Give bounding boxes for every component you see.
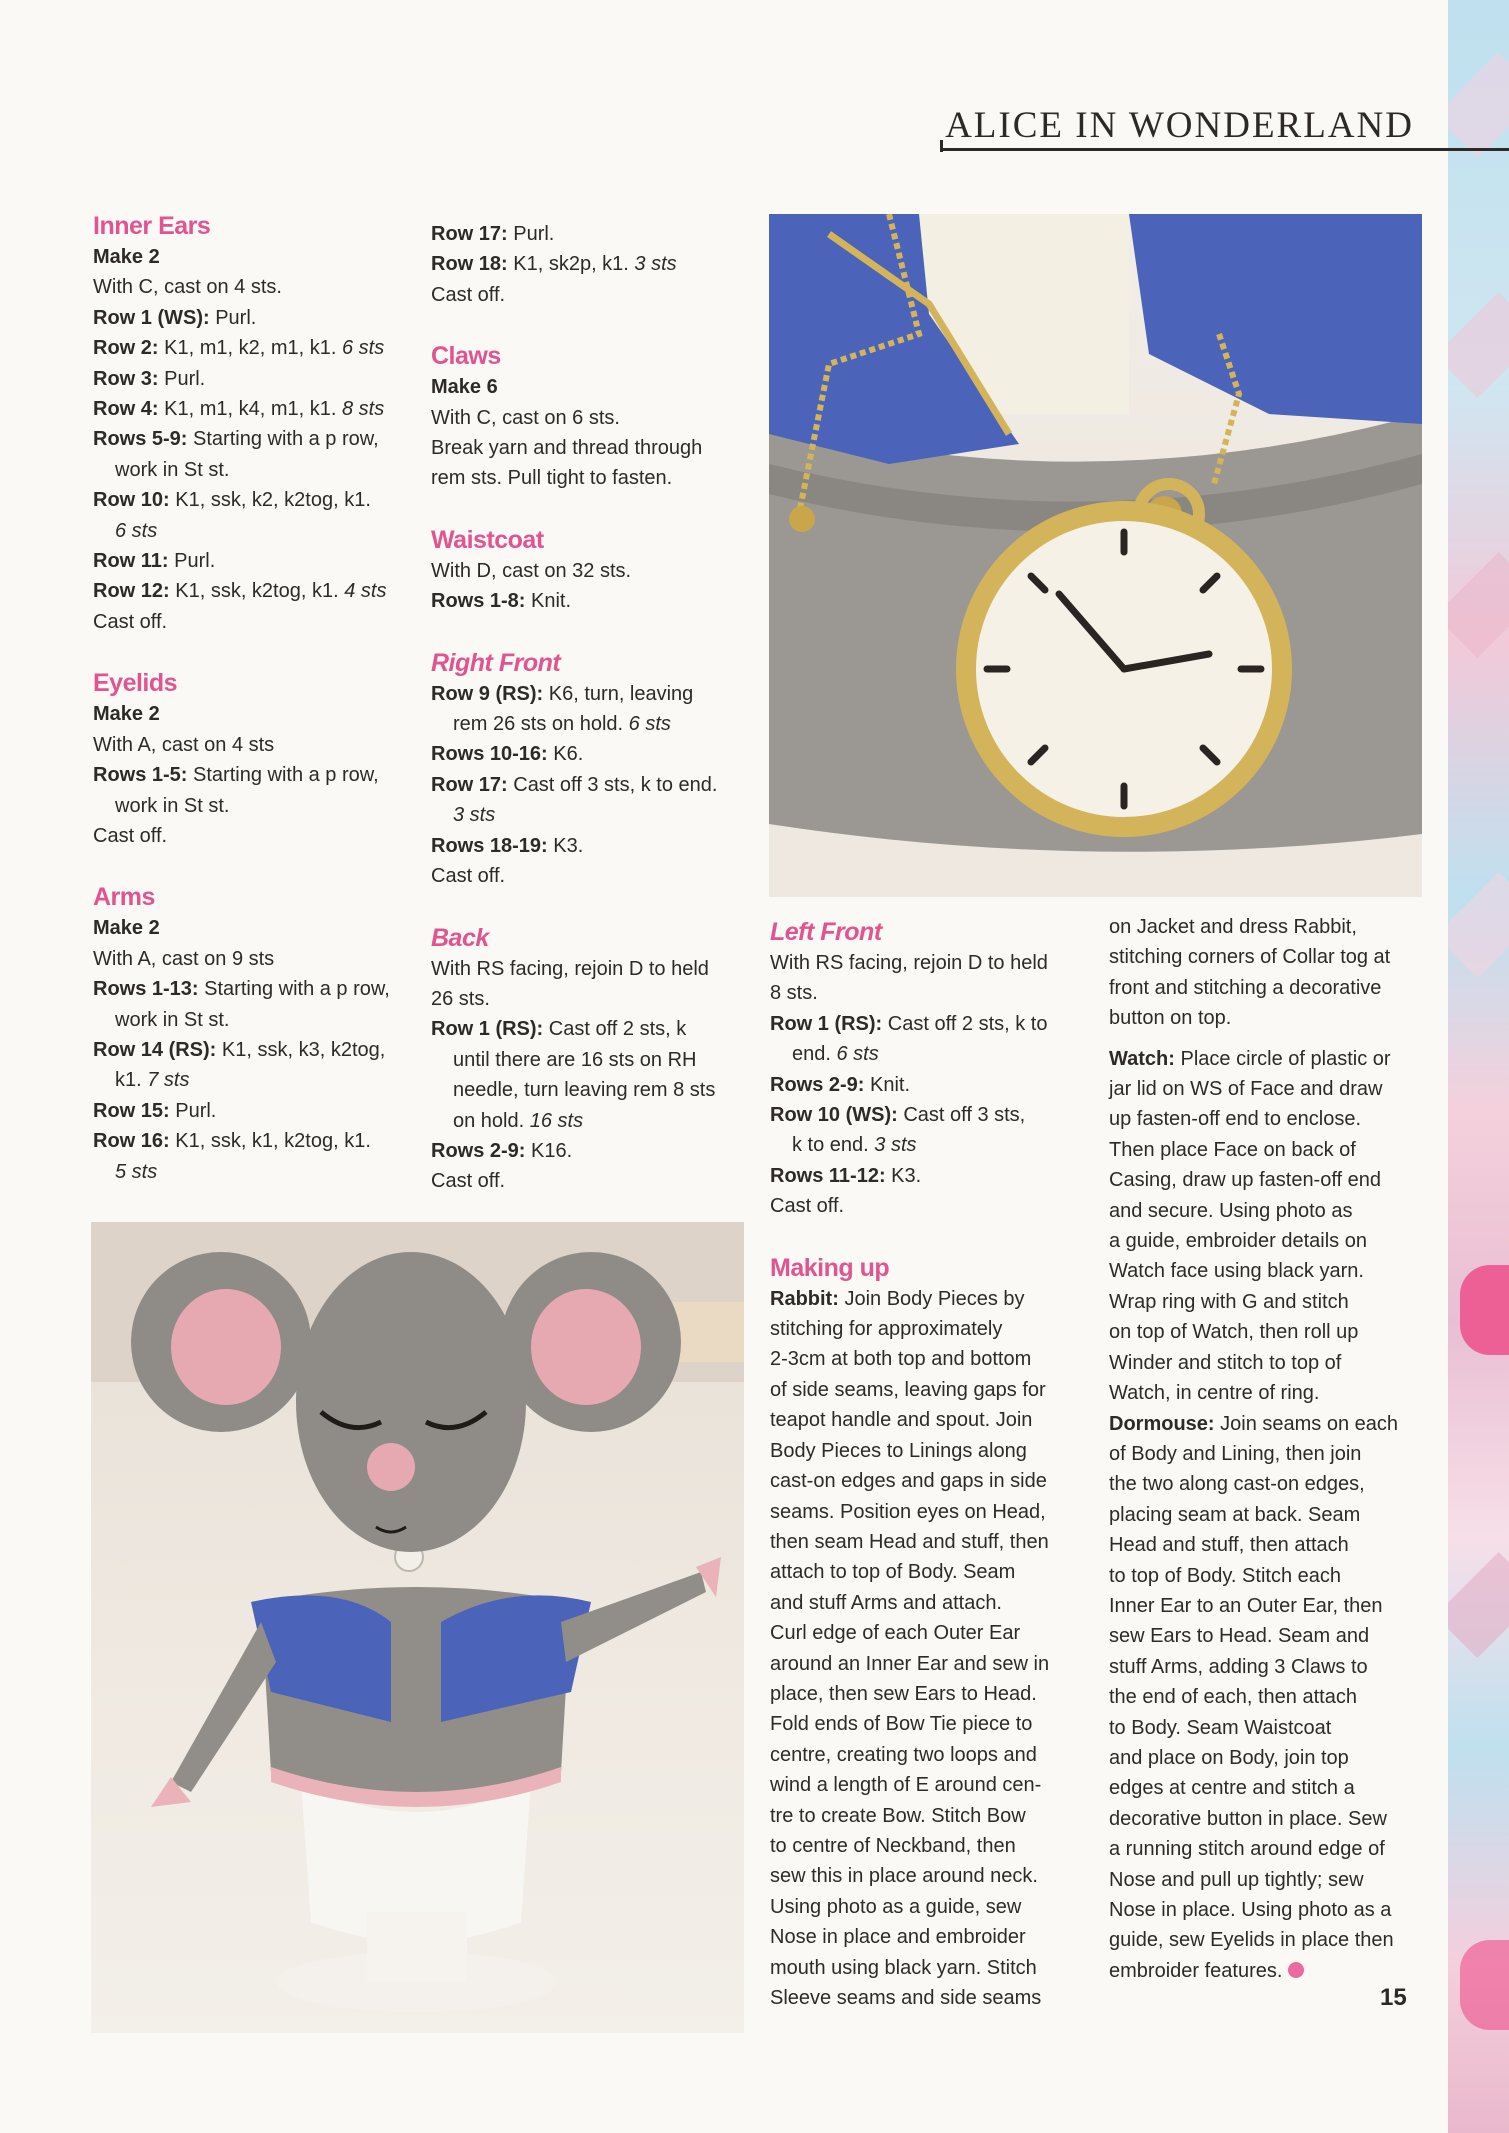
row-label: Row 17:: [431, 223, 508, 245]
row-text: K6.: [547, 743, 584, 766]
row-text: K16.: [525, 1139, 573, 1162]
make-count-label: Make 2: [93, 917, 160, 940]
row-text: work in St st.: [115, 458, 230, 481]
stitch-count: 3 sts: [453, 804, 496, 827]
body-line: a guide, embroider details on: [1109, 1230, 1367, 1253]
row-label: Rows 2-9:: [770, 1073, 865, 1096]
text-column-1: [93, 210, 423, 1187]
row-label: Row 9 (RS):: [431, 682, 544, 705]
instruction-continuation: [93, 516, 423, 546]
instruction-continuation: [431, 1075, 766, 1105]
body-line: [1109, 1956, 1439, 1986]
body-line: Winder and stitch to top of: [1109, 1351, 1342, 1374]
text-column-3: [770, 916, 1100, 2013]
diamond-pattern: [1448, 52, 1509, 158]
dormouse-egg-cosy-illustration: [91, 1222, 744, 2033]
body-line: With A, cast on 4 sts: [93, 733, 275, 756]
body-line: Cast off.: [93, 610, 168, 633]
row-label: Row 10 (WS):: [770, 1104, 898, 1127]
instruction-continuation: [770, 1039, 1100, 1069]
row-text: K1, m1, k2, m1, k1.: [158, 337, 342, 360]
row-label: Row 11:: [93, 550, 169, 573]
row-text: K1, ssk, k2tog, k1.: [169, 580, 345, 603]
row-text: K6, turn, leaving: [543, 682, 694, 705]
instruction-continuation: [93, 1157, 423, 1187]
row-text: Knit.: [525, 590, 572, 613]
instruction-continuation: [93, 791, 423, 821]
instruction-continuation: [431, 1106, 766, 1136]
instruction-row: [93, 760, 423, 790]
row-label: Rows 18-19:: [431, 834, 548, 857]
row-text: K1, ssk, k2, k2tog, k1.: [169, 489, 371, 512]
stitch-count: 6 sts: [341, 337, 385, 360]
row-label: Rows 1-13:: [93, 978, 199, 1001]
body-line: Cast off.: [93, 824, 168, 847]
body-line: stuff Arms, adding 3 Claws to: [1109, 1655, 1368, 1678]
section-heading: Waistcoat: [431, 525, 544, 554]
stitch-count: 3 sts: [634, 253, 677, 276]
instruction-row: [1109, 1409, 1439, 1439]
body-line: front and stitching a decorative: [1109, 976, 1382, 999]
instruction-row: [93, 364, 423, 394]
body-line: the end of each, then attach: [1109, 1686, 1357, 1709]
text-column-2: [431, 219, 766, 1197]
body-line: to Body. Seam Waistcoat: [1109, 1716, 1332, 1739]
instruction-continuation: [431, 800, 766, 830]
body-line: Nose and pull up tightly; sew: [1109, 1868, 1364, 1891]
row-text: work in St st.: [115, 794, 230, 817]
body-line: wind a length of E around cen-: [770, 1774, 1042, 1797]
instruction-row: [93, 1035, 423, 1065]
body-line: Using photo as a guide, sew: [770, 1895, 1022, 1918]
text-column-4: [1109, 912, 1439, 1986]
row-text: end.: [792, 1043, 837, 1066]
body-line: rem sts. Pull tight to fasten.: [431, 467, 673, 490]
body-line: a running stitch around edge of: [1109, 1838, 1385, 1861]
page-title: ALICE IN WONDERLAND: [945, 105, 1414, 146]
row-text: k1.: [115, 1069, 148, 1092]
instruction-continuation: [431, 709, 766, 739]
diamond-pattern: [1448, 1552, 1509, 1658]
row-label: Row 18:: [431, 253, 508, 276]
body-line: then seam Head and stuff, then: [770, 1530, 1049, 1553]
body-line: sew Ears to Head. Seam and: [1109, 1625, 1370, 1648]
body-line: Nose in place. Using photo as a: [1109, 1899, 1392, 1921]
section-heading: Left Front: [770, 918, 882, 946]
decorative-side-strip: [1448, 0, 1509, 2133]
make-count: [93, 699, 423, 729]
stitch-count: 16 sts: [529, 1109, 584, 1132]
row-label: Row 17:: [431, 773, 508, 796]
row-label: Row 1 (WS):: [93, 306, 210, 329]
body-line: cast-on edges and gaps in side: [770, 1470, 1047, 1493]
instruction-row: [431, 831, 766, 861]
row-text: K1, ssk, k3, k2tog,: [216, 1038, 386, 1061]
section-heading: Arms: [93, 883, 155, 912]
row-text: Cast off 3 sts,: [897, 1104, 1026, 1127]
instruction-continuation: [93, 1005, 423, 1035]
body-line: With A, cast on 9 sts: [93, 947, 275, 970]
row-label: Row 12:: [93, 580, 170, 603]
instruction-row: [431, 1014, 766, 1044]
section-heading: Inner Ears: [93, 212, 211, 240]
row-label: Row 16:: [93, 1130, 170, 1153]
row-text: Cast off 3 sts, k to end.: [507, 773, 718, 796]
row-label: Row 1 (RS):: [431, 1018, 544, 1041]
body-line: to top of Body. Stitch each: [1109, 1564, 1341, 1587]
body-line: Casing, draw up fasten-off end: [1109, 1169, 1382, 1192]
body-line: 2-3cm at both top and bottom: [770, 1348, 1032, 1371]
row-text: K1, sk2p, k1.: [507, 253, 635, 276]
diamond-pattern: [1448, 872, 1509, 978]
body-line: mouth using black yarn. Stitch: [770, 1956, 1037, 1979]
section-heading: Back: [431, 923, 489, 952]
instruction-row: [93, 1126, 423, 1156]
instruction-row: [770, 1070, 1100, 1100]
instruction-row: [431, 586, 766, 616]
instruction-row: [770, 1009, 1100, 1039]
instruction-continuation: [93, 455, 423, 485]
page-number: 15: [1380, 1984, 1407, 2011]
body-line: decorative button in place. Sew: [1109, 1807, 1387, 1830]
stitch-count: 6 sts: [628, 713, 671, 736]
row-label: Dormouse:: [1109, 1412, 1215, 1435]
body-line: 8 sts.: [770, 982, 818, 1005]
section-heading: Eyelids: [93, 669, 178, 698]
row-label: Rows 5-9:: [93, 428, 188, 451]
row-text: embroider features.: [1109, 1959, 1288, 1982]
body-line: Curl edge of each Outer Ear: [770, 1622, 1021, 1645]
body-line: Then place Face on back of: [1109, 1138, 1356, 1161]
row-label: Rows 1-5:: [93, 764, 188, 787]
row-text: Purl.: [209, 306, 257, 329]
body-line: to centre of Neckband, then: [770, 1834, 1016, 1857]
instruction-row: [93, 394, 423, 424]
body-line: of Body and Lining, then join: [1109, 1442, 1362, 1465]
body-line: With RS facing, rejoin D to held: [431, 957, 709, 980]
instruction-row: [770, 1284, 1100, 1314]
row-label: Row 10:: [93, 489, 170, 512]
stitch-count: 8 sts: [341, 398, 385, 421]
stitch-count: 3 sts: [874, 1134, 917, 1157]
instruction-row: [431, 219, 766, 249]
row-text: needle, turn leaving rem 8 sts: [453, 1079, 716, 1102]
row-text: K3.: [547, 834, 584, 857]
body-line: sew this in place around neck.: [770, 1865, 1038, 1888]
row-text: Starting with a p row,: [187, 764, 379, 787]
row-text: Join Body Pieces by: [838, 1287, 1025, 1310]
row-text: K3.: [885, 1164, 922, 1187]
instruction-row: [93, 974, 423, 1004]
make-count: [93, 242, 423, 272]
body-line: With D, cast on 32 sts.: [431, 559, 632, 582]
instruction-continuation: [93, 1065, 423, 1095]
body-line: Cast off.: [431, 283, 506, 306]
watch-photo: [769, 214, 1422, 897]
section-heading: Making up: [770, 1253, 890, 1282]
row-label: Rows 2-9:: [431, 1139, 526, 1162]
row-text: on hold.: [453, 1109, 530, 1132]
row-text: work in St st.: [115, 1008, 230, 1031]
stitch-count: 4 sts: [344, 580, 387, 603]
row-text: Place circle of plastic or: [1174, 1047, 1391, 1070]
row-text: Purl.: [169, 1099, 217, 1122]
dormouse-photo: [91, 1222, 744, 2033]
body-line: Nose in place and embroider: [770, 1926, 1026, 1949]
body-line: centre, creating two loops and: [770, 1743, 1037, 1766]
diamond-pattern: [1448, 552, 1509, 658]
body-line: of side seams, leaving gaps for: [770, 1378, 1046, 1401]
body-line: Fold ends of Bow Tie piece to: [770, 1713, 1033, 1736]
instruction-continuation: [431, 1045, 766, 1075]
body-line: on Jacket and dress Rabbit,: [1109, 916, 1357, 938]
body-line: jar lid on WS of Face and draw: [1109, 1078, 1383, 1101]
body-line: Wrap ring with G and stitch: [1109, 1290, 1349, 1313]
section-heading: Right Front: [431, 648, 561, 677]
row-text: Knit.: [864, 1073, 911, 1096]
row-text: Purl.: [158, 367, 206, 390]
body-line: Break yarn and thread through: [431, 437, 703, 460]
instruction-row: [93, 576, 423, 606]
instruction-row: [93, 303, 423, 333]
body-line: Cast off.: [431, 865, 506, 888]
row-text: Cast off 2 sts, k: [543, 1018, 687, 1041]
row-text: Purl.: [507, 223, 555, 245]
row-text: Starting with a p row,: [198, 978, 390, 1001]
body-line: Cast off.: [770, 1195, 845, 1218]
instruction-row: [431, 739, 766, 769]
instruction-row: [770, 1161, 1100, 1191]
instruction-row: [93, 1096, 423, 1126]
diamond-pattern: [1448, 292, 1509, 398]
make-count-label: Make 2: [93, 246, 160, 268]
body-line: 26 sts.: [431, 987, 490, 1010]
instruction-row: [1109, 1044, 1439, 1074]
row-label: Watch:: [1109, 1047, 1175, 1070]
instruction-row: [431, 1136, 766, 1166]
row-label: Rows 11-12:: [770, 1164, 886, 1187]
body-line: placing seam at back. Seam: [1109, 1503, 1361, 1526]
body-line: With C, cast on 4 sts.: [93, 276, 282, 299]
row-label: Row 3:: [93, 367, 159, 390]
stitch-count: 7 sts: [147, 1069, 190, 1092]
instruction-row: [93, 333, 423, 363]
make-count: [431, 372, 766, 402]
heart-decoration: [1460, 1940, 1509, 2030]
stitch-count: 6 sts: [836, 1043, 879, 1066]
row-text: K1, m1, k4, m1, k1.: [158, 398, 342, 421]
make-count: [93, 913, 423, 943]
body-line: the two along cast-on edges,: [1109, 1473, 1365, 1496]
body-line: attach to top of Body. Seam: [770, 1561, 1016, 1584]
body-line: place, then sew Ears to Head.: [770, 1682, 1037, 1705]
body-line: stitching corners of Collar tog at: [1109, 946, 1391, 969]
body-line: guide, sew Eyelids in place then: [1109, 1929, 1394, 1952]
body-line: on top of Watch, then roll up: [1109, 1321, 1359, 1344]
row-label: Row 4:: [93, 398, 159, 421]
body-line: up fasten-off end to enclose.: [1109, 1108, 1362, 1131]
instruction-row: [93, 424, 423, 454]
row-label: Row 1 (RS):: [770, 1012, 883, 1035]
body-line: Inner Ear to an Outer Ear, then: [1109, 1594, 1383, 1617]
body-line: Watch face using black yarn.: [1109, 1260, 1364, 1283]
body-line: and stuff Arms and attach.: [770, 1591, 1002, 1614]
body-line: Sleeve seams and side seams: [770, 1987, 1042, 2009]
body-line: Cast off.: [431, 1170, 506, 1193]
instruction-row: [770, 1100, 1100, 1130]
instruction-row: [431, 679, 766, 709]
instruction-row: [93, 485, 423, 515]
body-line: tre to create Bow. Stitch Bow: [770, 1804, 1026, 1827]
body-line: edges at centre and stitch a: [1109, 1777, 1355, 1800]
body-line: With C, cast on 6 sts.: [431, 406, 620, 429]
row-label: Row 2:: [93, 337, 159, 360]
stitch-count: 5 sts: [115, 1160, 158, 1183]
make-count-label: Make 2: [93, 703, 160, 726]
header-rule: [940, 148, 1509, 151]
row-text: rem 26 sts on hold.: [453, 713, 629, 736]
body-line: seams. Position eyes on Head,: [770, 1500, 1046, 1523]
section-heading: Claws: [431, 342, 501, 371]
row-text: Purl.: [168, 550, 216, 573]
body-line: and place on Body, join top: [1109, 1746, 1349, 1769]
body-line: Body Pieces to Linings along: [770, 1439, 1027, 1462]
instruction-row: [93, 546, 423, 576]
row-label: Row 14 (RS):: [93, 1038, 217, 1061]
row-text: Starting with a p row,: [187, 428, 379, 451]
row-text: k to end.: [792, 1134, 875, 1157]
body-line: around an Inner Ear and sew in: [770, 1652, 1050, 1675]
instruction-row: [431, 249, 766, 279]
yarn-ball-end-icon: [1288, 1962, 1304, 1978]
pocket-watch-illustration: [769, 214, 1422, 897]
row-label: Rows 1-8:: [431, 590, 526, 613]
make-count-label: Make 6: [431, 376, 498, 399]
stitch-count: 6 sts: [115, 519, 158, 542]
instruction-row: [431, 770, 766, 800]
row-text: K1, ssk, k1, k2tog, k1.: [169, 1130, 371, 1153]
row-text: until there are 16 sts on RH: [453, 1048, 697, 1071]
row-text: Join seams on each: [1214, 1412, 1399, 1435]
row-label: Row 15:: [93, 1099, 170, 1122]
body-line: Head and stuff, then attach: [1109, 1534, 1349, 1557]
row-label: Rows 10-16:: [431, 743, 548, 766]
heart-decoration: [1460, 1265, 1509, 1355]
body-line: With RS facing, rejoin D to held: [770, 952, 1048, 974]
body-line: button on top.: [1109, 1007, 1232, 1030]
row-label: Rabbit:: [770, 1287, 839, 1310]
body-line: and secure. Using photo as: [1109, 1199, 1353, 1222]
body-line: teapot handle and spout. Join: [770, 1409, 1033, 1432]
paragraph-gap: [1109, 1034, 1439, 1044]
instruction-continuation: [770, 1130, 1100, 1160]
body-line: Watch, in centre of ring.: [1109, 1382, 1320, 1405]
body-line: stitching for approximately: [770, 1318, 1003, 1341]
row-text: Cast off 2 sts, k to: [882, 1012, 1048, 1035]
